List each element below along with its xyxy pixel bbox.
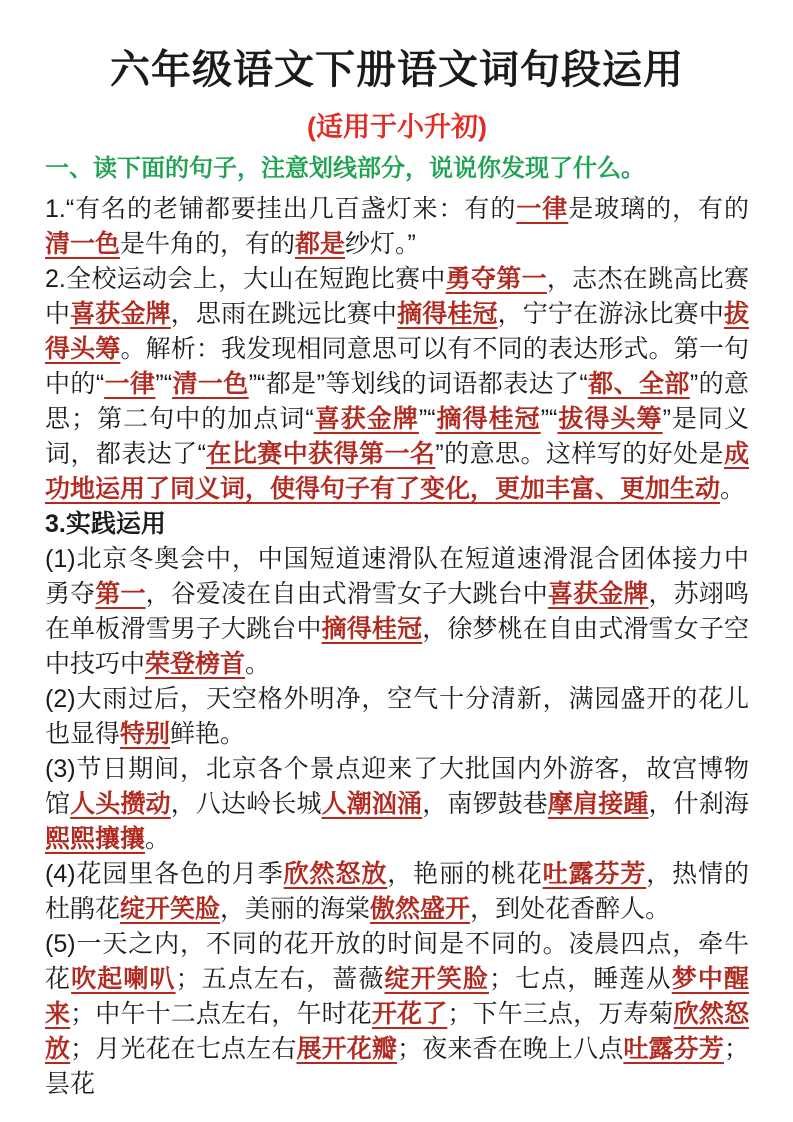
paragraph-practice-3 bbox=[45, 752, 749, 857]
paragraph-practice-4 bbox=[45, 857, 749, 927]
highlight-term: 吐露芬芳 bbox=[623, 1035, 724, 1063]
text-run: ，热情的杜鹃花 bbox=[45, 860, 749, 923]
page-title: 六年级语文下册语文词句段运用 bbox=[110, 48, 684, 92]
text-run: ，艳丽的桃花 bbox=[387, 860, 543, 888]
page-subtitle: (适用于小升初) bbox=[307, 112, 487, 142]
highlight-term: 都、全部 bbox=[587, 370, 690, 398]
highlight-term: 拔得头筹 bbox=[557, 405, 663, 433]
text-run: (4)花园里各色的月季 bbox=[45, 860, 284, 888]
text-run: ”“都是”等划线的词语都表达了“ bbox=[248, 370, 588, 398]
text-run: ；夜来香在晚上八点 bbox=[397, 1035, 624, 1063]
highlight-term: 摘得桂冠 bbox=[321, 615, 423, 643]
highlight-term: 人头攒动 bbox=[70, 790, 171, 818]
practice-section-heading: 3.实践运用 bbox=[45, 510, 166, 538]
highlight-term: 拔得头筹 bbox=[45, 300, 749, 363]
highlight-term: 人潮汹涌 bbox=[321, 790, 423, 818]
highlight-term: 绽开笑脸 bbox=[120, 895, 221, 923]
highlight-term: 绽开笑脸 bbox=[384, 965, 489, 993]
text-run: ”的意思。这样写的好处是 bbox=[435, 440, 724, 468]
text-run: 。 bbox=[245, 650, 271, 678]
highlight-term: 摘得桂冠 bbox=[397, 300, 498, 328]
paragraph-sentence-2-analysis bbox=[45, 262, 749, 507]
text-run: (5)一天之内，不同的花开放的时间是不同的。凌晨四点，牵牛花 bbox=[45, 930, 749, 993]
highlight-term: 一律 bbox=[104, 370, 156, 398]
text-run: 2.全校运动会上，大山在短跑比赛中 bbox=[45, 265, 446, 293]
highlight-term: 展开花瓣 bbox=[296, 1035, 398, 1063]
text-run: ”“ bbox=[540, 405, 558, 433]
highlight-term: 都是 bbox=[295, 230, 346, 258]
text-run: ；昙花 bbox=[45, 1035, 749, 1098]
text-run: ，徐梦桃在自由式滑雪女子空中技巧中 bbox=[45, 615, 749, 678]
highlight-term: 喜获金牌 bbox=[70, 300, 171, 328]
text-run: ，谷爱凌在自由式滑雪女子大跳台中 bbox=[145, 580, 548, 608]
highlight-term: 特别 bbox=[120, 720, 171, 748]
paragraph-sentence-1 bbox=[45, 192, 749, 262]
text-run: ，思雨在跳远比赛中 bbox=[170, 300, 398, 328]
highlight-term: 傲然盛开 bbox=[370, 895, 471, 923]
highlight-term: 一律 bbox=[516, 195, 569, 223]
text-run: ”的意思；第二句中的加点词“ bbox=[45, 370, 749, 433]
text-run: 是牛角的，有的 bbox=[120, 230, 296, 258]
highlight-term: 摘得桂冠 bbox=[435, 405, 541, 433]
text-run: ；五点左右，蔷薇 bbox=[175, 965, 385, 993]
text-run: 1.“有名的老铺都要挂出几百盏灯来：有的 bbox=[45, 195, 517, 223]
text-run: ”“ bbox=[155, 370, 173, 398]
highlight-term: 勇夺第一 bbox=[445, 265, 547, 293]
text-run: (1)北京冬奥会中，中国短道速滑队在短道速滑混合团体接力中勇夺 bbox=[45, 545, 749, 608]
text-run: ，志杰在跳高比赛中 bbox=[45, 265, 749, 328]
paragraph-practice-1 bbox=[45, 542, 749, 682]
text-run: 。解析：我发现相同意思可以有不同的表达形式。第一句中的“ bbox=[45, 335, 749, 398]
text-run: ，什刹海 bbox=[648, 790, 749, 818]
highlight-term: 摩肩接踵 bbox=[547, 790, 649, 818]
highlight-term: 喜获金牌 bbox=[547, 580, 649, 608]
highlight-term: 第一 bbox=[95, 580, 146, 608]
highlight-term: 吐露芬芳 bbox=[542, 860, 647, 888]
text-run: ，南锣鼓巷 bbox=[422, 790, 548, 818]
highlight-term: 欣然怒放 bbox=[283, 860, 388, 888]
text-run: ”是同义词，都表达了“ bbox=[45, 405, 749, 468]
highlight-term: 欣然怒放 bbox=[45, 1000, 749, 1063]
text-run: ，宁宁在游泳比赛中 bbox=[497, 300, 724, 328]
text-run: 。 bbox=[720, 475, 746, 503]
text-run: (2)大雨过后，天空格外明净，空气十分清新，满园盛开的花儿也显得 bbox=[45, 685, 749, 748]
highlight-term: 清一色 bbox=[45, 230, 121, 258]
text-run: 是玻璃的，有的 bbox=[568, 195, 749, 223]
text-run: ；月光花在七点左右 bbox=[70, 1035, 297, 1063]
text-run: ；七点，睡莲从 bbox=[488, 965, 672, 993]
paragraph-practice-5 bbox=[45, 927, 749, 1102]
section-one-heading: 一、读下面的句子，注意划线部分，说说你发现了什么。 bbox=[45, 155, 645, 182]
text-run: 纱灯。” bbox=[345, 230, 416, 258]
highlight-term: 熙熙攘攘 bbox=[45, 825, 146, 853]
highlight-term: 荣登榜首 bbox=[145, 650, 246, 678]
paragraph-practice-2 bbox=[45, 682, 749, 752]
text-run: ，苏翊鸣在单板滑雪男子大跳台中 bbox=[45, 580, 749, 643]
highlight-term: 开花了 bbox=[371, 1000, 448, 1028]
document-body bbox=[45, 192, 749, 1102]
text-run: ”“ bbox=[418, 405, 436, 433]
text-run: ，美丽的海棠 bbox=[220, 895, 371, 923]
text-run: 鲜艳。 bbox=[170, 720, 246, 748]
text-run: ，八达岭长城 bbox=[170, 790, 322, 818]
highlight-term: 在比赛中获得第一名 bbox=[205, 440, 436, 468]
text-run: ；中午十二点左右，午时花 bbox=[70, 1000, 372, 1028]
highlight-term: 梦中醒来 bbox=[45, 965, 749, 1028]
highlight-term: 清一色 bbox=[172, 370, 249, 398]
text-run: (3)节日期间，北京各个景点迎来了大批国内外游客，故宫博物馆 bbox=[45, 755, 749, 818]
text-run: ；下午三点，万寿菊 bbox=[447, 1000, 674, 1028]
text-run: ，到处花香醉人。 bbox=[470, 895, 671, 923]
highlight-term: 喜获金牌 bbox=[313, 405, 419, 433]
highlight-term: 吹起喇叭 bbox=[71, 965, 176, 993]
text-run: 。 bbox=[145, 825, 171, 853]
highlight-term: 成功地运用了同义词，使得句子有了变化，更加丰富、更加生动 bbox=[45, 440, 749, 503]
